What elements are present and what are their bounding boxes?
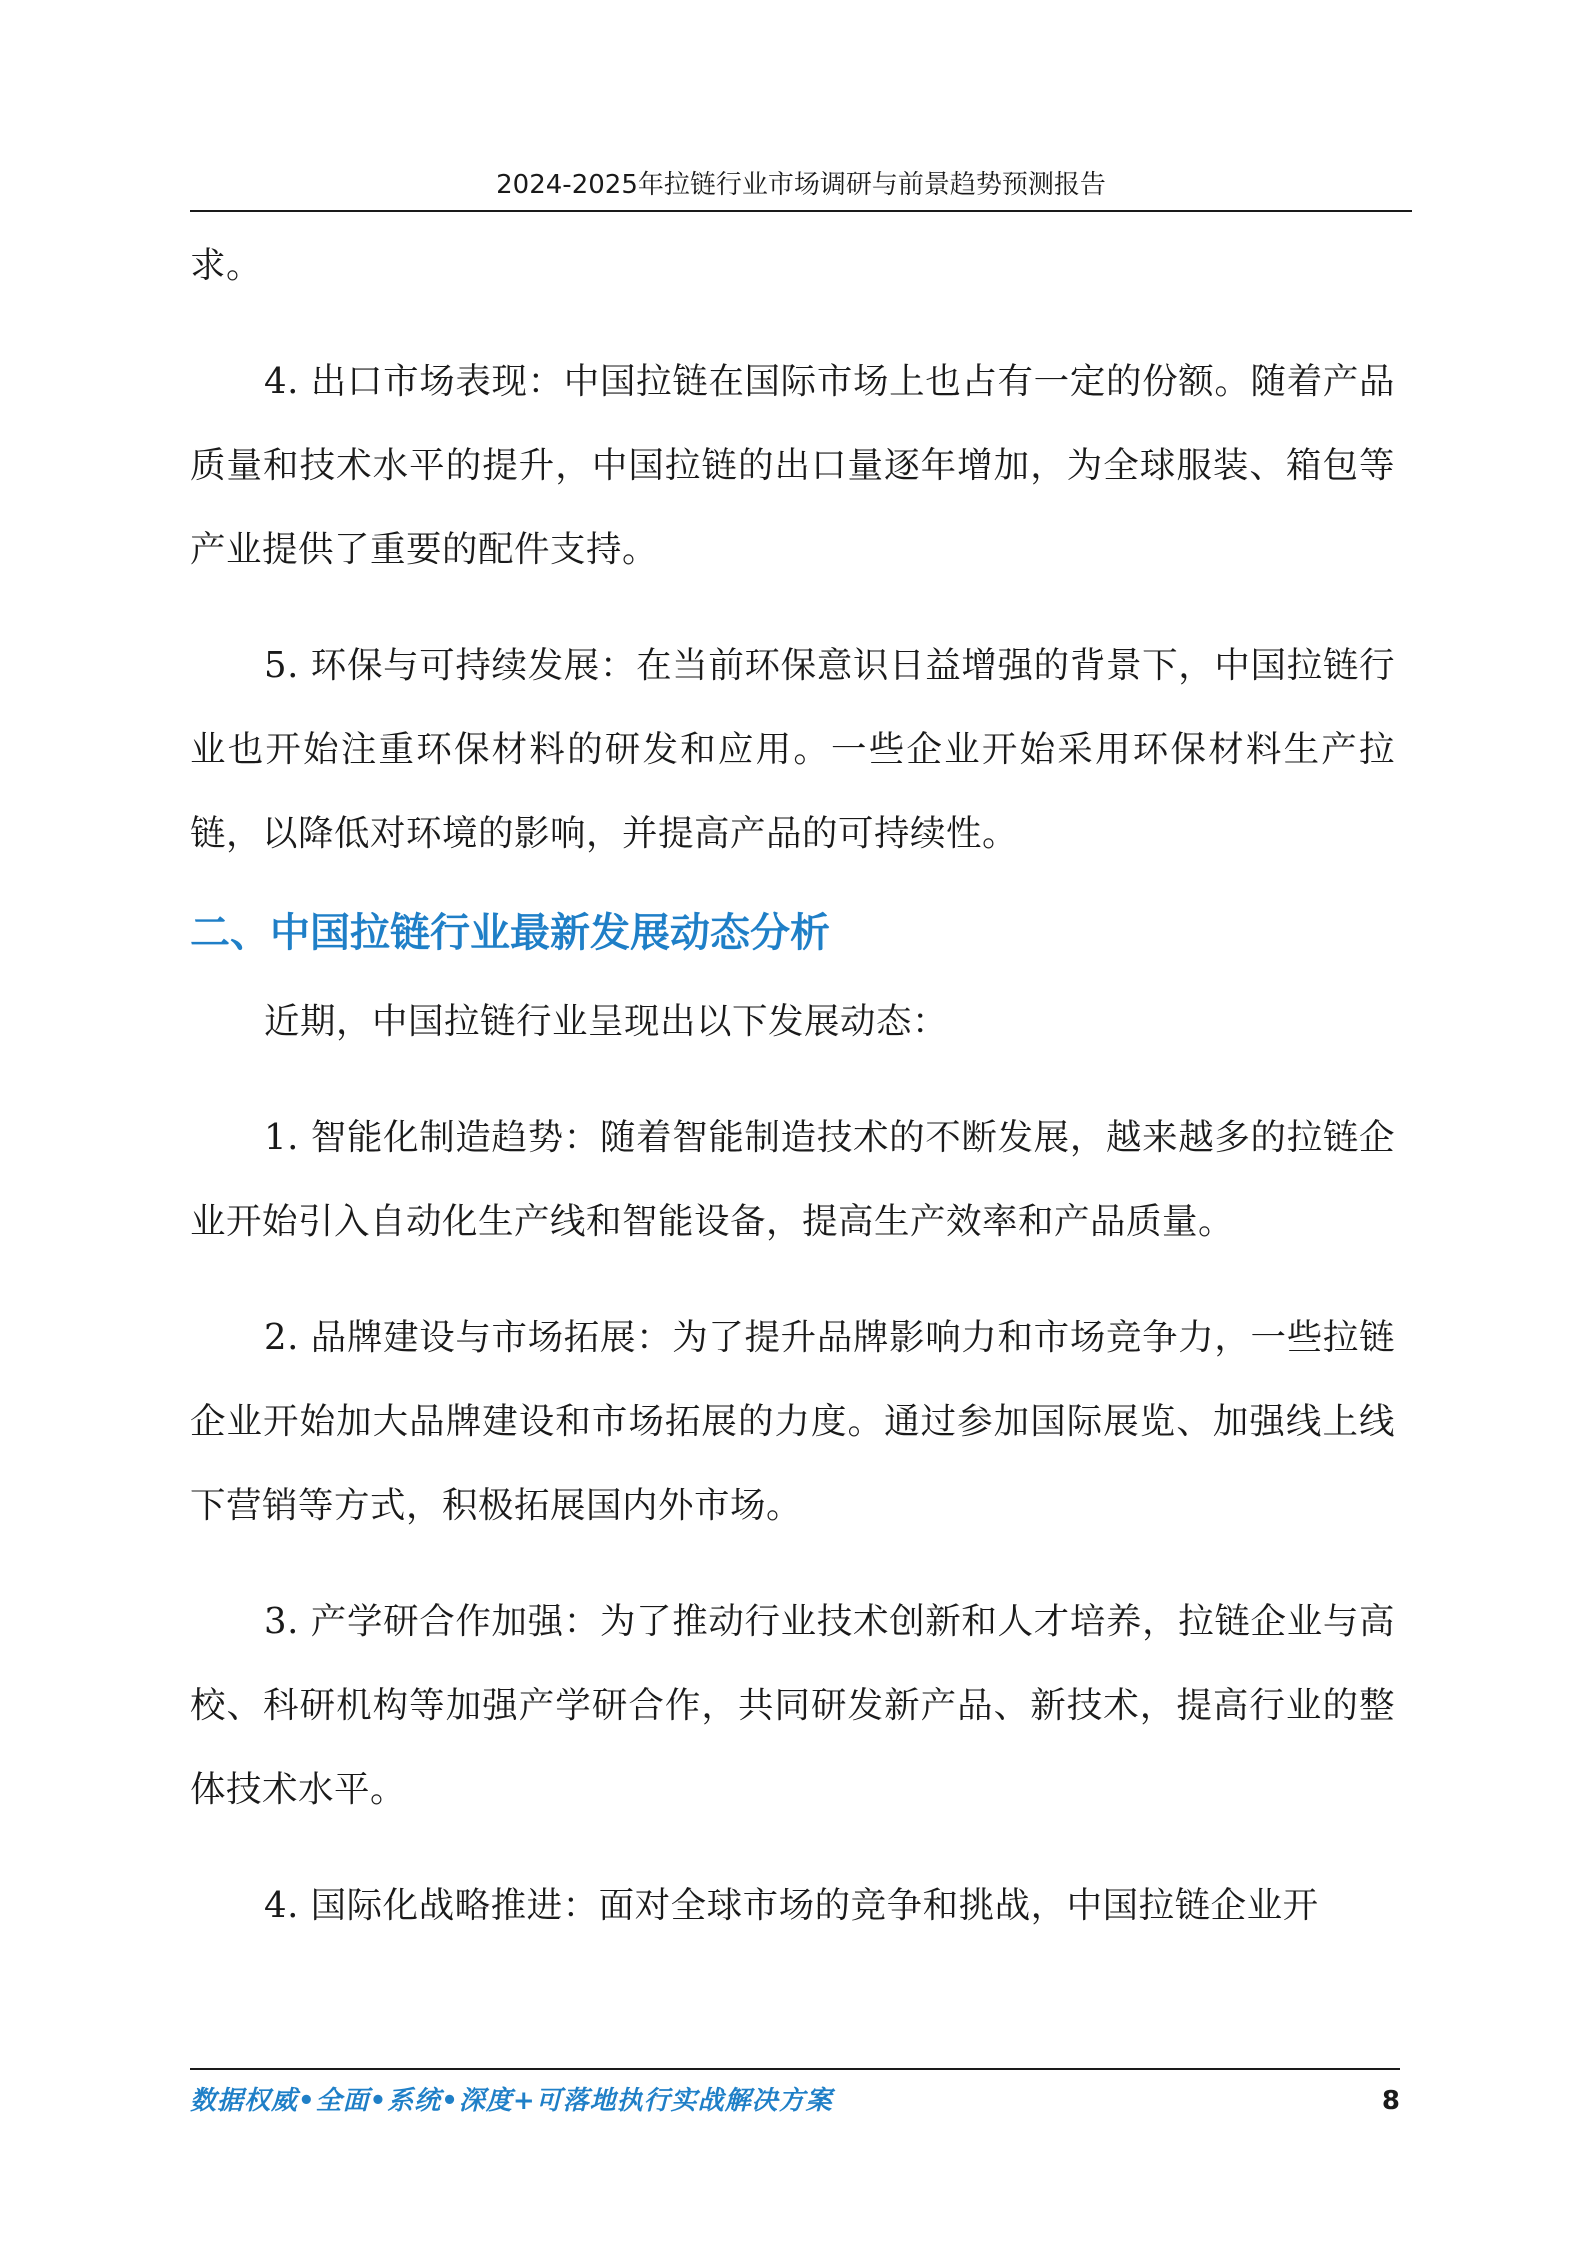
page-number: 8 <box>1381 2086 1400 2116</box>
list-item-internationalization: 4. 国际化战略推进：面对全球市场的竞争和挑战，中国拉链企业开 <box>264 1885 1319 1926</box>
page-header <box>190 160 1412 212</box>
paragraph-export-market: 4. 出口市场表现：中国拉链在国际市场上也占有一定的份额。随着产品质量和技术水平的提升，中国拉链的出口量逐年增加，为全球服装、箱包等产业提供了重要的配件支持。 <box>190 361 1395 570</box>
list-item-brand-building: 2. 品牌建设与市场拓展：为了提升品牌影响力和市场竞争力，一些拉链企业开始加大品牌建设和市场拓展的力度。通过参加国际展览、加强线上线下营销等方式，积极拓展国内外市场。 <box>190 1317 1395 1526</box>
list-item-intelligent-manufacturing: 1. 智能化制造趋势：随着智能制造技术的不断发展，越来越多的拉链企业开始引入自动化生产线和智能设备，提高生产效率和产品质量。 <box>190 1117 1395 1242</box>
report-title: 2024-2025年拉链行业市场调研与前景趋势预测报告 <box>496 170 1106 200</box>
section-intro: 近期，中国拉链行业呈现出以下发展动态： <box>264 1001 949 1042</box>
section-heading: 二、中国拉链行业最新发展动态分析 <box>190 910 830 956</box>
document-body <box>190 224 1395 1948</box>
paragraph-sustainability: 5. 环保与可持续发展：在当前环保意识日益增强的背景下，中国拉链行业也开始注重环保材料的研发和应用。一些企业开始采用环保材料生产拉链，以降低对环境的影响，并提高产品的可持续性。 <box>190 645 1395 854</box>
list-item-industry-academia: 3. 产学研合作加强：为了推动行业技术创新和人才培养，拉链企业与高校、科研机构等加强产学研合作，共同研发新产品、新技术，提高行业的整体技术水平。 <box>190 1601 1395 1810</box>
footer-slogan: 数据权威•全面•系统•深度+可落地执行实战解决方案 <box>190 2086 833 2116</box>
page-footer <box>190 2068 1400 2130</box>
paragraph-continuation: 求。 <box>190 245 263 286</box>
